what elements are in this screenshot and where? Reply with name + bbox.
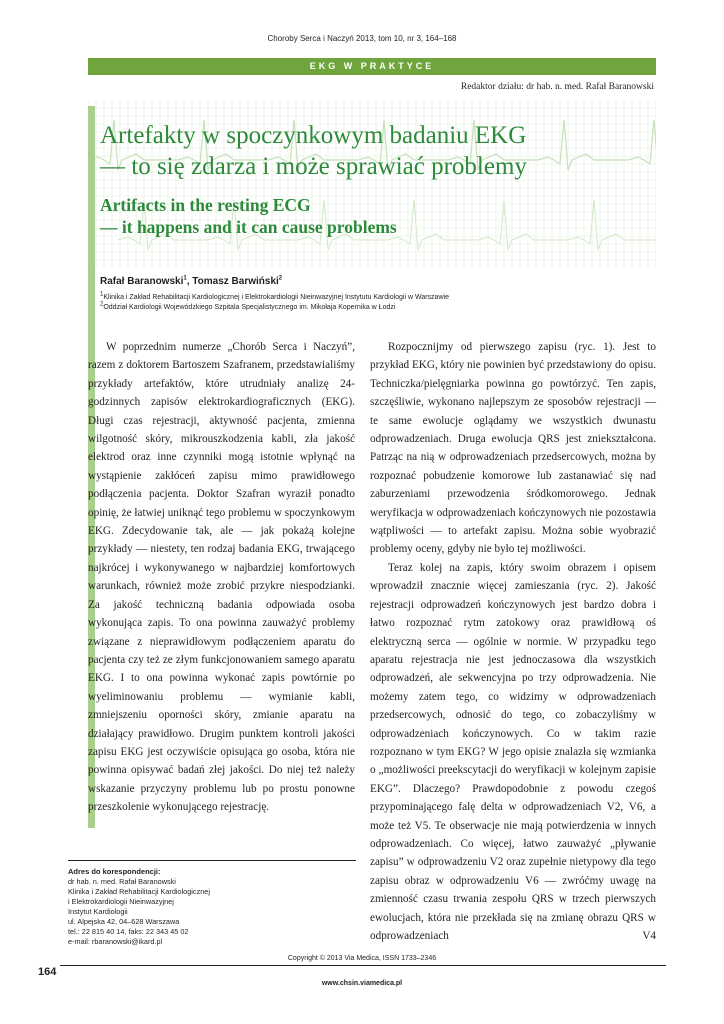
title-en-line-2: — it happens and it can cause problems <box>100 217 397 237</box>
correspondence-line: dr hab. n. med. Rafał Baranowski <box>68 877 176 886</box>
section-title: EKG W PRAKTYCE <box>309 61 435 71</box>
correspondence-line: i Elektrokardiologii Nieinwazyjnej <box>68 897 174 906</box>
footer-divider <box>60 965 666 966</box>
article-title-polish <box>100 120 660 182</box>
correspondence-line: Instytut Kardiologii <box>68 907 128 916</box>
affiliation-2 <box>100 303 449 313</box>
author-1: Rafał Baranowski <box>100 276 184 287</box>
copyright: Copyright © 2013 Via Medica, ISSN 1733–2346 <box>287 955 437 962</box>
author-separator: , <box>186 276 193 287</box>
left-paragraph: W poprzednim numerze „Chorób Serca i Naczyń”, razem z doktorem Bartoszem Szafranem, przedstawialiśmy przykłady artefaktów, które utrudniały analizę 24-godzinnych zapisów elektrokardiograficznych (EKG). Długi czas rejestracji, aktywność pacjenta, zmienna wilgotność skóry, mikrouszkodzenia kabli, zła jakość elektrod oraz inne czynniki mogą istotnie wpłynąć na wystąpienie zakłóceń zapisu mimo prawidłowego podłączenia pacjenta. Doktor Szafran wyraził ponadto opinię, że łatwiej uniknąć tego problemu w spoczynkowym EKG. Zdecydowanie tak, ale — jak pokażą kolejne przykłady — niestety, ten rodzaj badania EKG, trwającego najkrócej i wykonywanego w najbardziej komfortowych warunkach, również może zrobić przykre niespodzianki. Za jakość techniczną badania odpowiada osoba wykonująca zapis. To ona powinna zauważyć problemy związane z nieprawidłowym podłączeniem aparatu do pacjenta czy też ze złym funkcjonowaniem samego aparatu EKG. I to ona powinna wykonać zapis powtórnie po wyeliminowaniu problemu — wymianie kabli, zmniejszeniu oporności skóry, zmianie aparatu na działający prawidłowo. Drugim punktem kontroli jakości zapisu EKG jest oczywiście opisująca go osoba, która nie powinna opisywać badań złej jakości. Do niej też należy wskazanie przyczyny problemu lub po prostu ponowne przeszkolenie wykonującego rejestrację. <box>88 341 355 814</box>
correspondence-box <box>68 860 356 947</box>
section-band <box>88 58 656 75</box>
title-en-line-1: Artifacts in the resting ECG <box>100 195 311 215</box>
author-2-affiliation: 2 <box>278 275 283 282</box>
body-column-left <box>88 338 355 817</box>
title-pl-line-1: Artefakty w spoczynkowym badaniu EKG <box>100 122 527 149</box>
author-2: Tomasz Barwiński <box>192 276 279 287</box>
page-number: 164 <box>38 966 57 978</box>
affiliations <box>100 293 449 313</box>
author-1-affiliation: 1 <box>183 275 187 282</box>
correspondence-line: Klinika i Zakład Rehabilitacji Kardiologicznej <box>68 887 210 896</box>
editor-note: Redaktor działu: dr hab. n. med. Rafał Baranowski <box>460 82 654 92</box>
correspondence-line: ul. Alpejska 42, 04–628 Warszawa <box>68 917 180 926</box>
right-paragraph-2: Teraz kolej na zapis, który swoim obrazem i opisem wprowadził znacznie więcej zamieszania (ryc. 2). Jakość rejestracji odprowadzeń kończynowych jest bardzo dobra i łatwo rozpoznać rytm zatokowy oraz prawidłową oś elektryczną serca — ogólnie w normie. W przypadku tego aparatu rejestracja nie jest jednoczasowa dla wszystkich odprowadzeń, ale sekwencyjna po trzy odprowadzenia. Nie możemy zatem tego, co widzimy w odprowadzeniach przedsercowych, odnosić do tego, co zobaczyliśmy w odprowadzeniach kończynowych. Co w takim razie rozpoznano w tym EKG? W jego opisie znalazła się wzmianka o „możliwości preekscytacji do weryfikacji w kolejnym zapisie EKG”. Dlaczego? Prawdopodobnie z powodu czegoś przypominającego falę delta w odprowadzeniach V2, V6, a może też V5. Te obserwacje nie mają potwierdzenia w innych odprowadzeniach. Co więcej, łatwo zauważyć „pływanie zapisu” w odprowadzeniu V2 oraz zupełnie nietypowy dla tego zapisu obraz w odprowadzeniu V6 — zwróćmy uwagę na zmienność czasu trwania zespołu QRS w trzech pierwszych ewolucjach, która nie przekłada się na zmianę obrazu QRS w odprowadzeniach V4 <box>370 561 656 942</box>
correspondence-email[interactable]: e-mail: rbaranowski@ikard.pl <box>68 937 163 946</box>
affiliation-2-text: Oddział Kardiologii Wojewódzkiego Szpitala Specjalistycznego im. Mikołaja Kopernika w Łodzi <box>103 304 396 311</box>
article-title-english <box>100 194 660 238</box>
affiliation-1-number: 1 <box>100 291 104 298</box>
affiliation-2-number: 2 <box>100 301 104 308</box>
affiliation-1 <box>100 293 449 303</box>
affiliation-1-text: Klinika i Zakład Rehabilitacji Kardiologicznej i Elektrokardiologii Nieinwazyjnej Instytutu Kardiologii w Warszawie <box>103 294 449 301</box>
journal-header: Choroby Serca i Naczyń 2013, tom 10, nr 3, 164–168 <box>267 34 457 43</box>
right-paragraph-1: Rozpocznijmy od pierwszego zapisu (ryc. 1). Jest to przykład EKG, który nie powinien być przedstawiony do opisu. Techniczka/pielęgniarka powinna go powtórzyć. Ten zapis, szczęśliwie, wykonano najlepszym ze sposobów rejestracji —te same ewolucje oglądamy we wszystkich dwunastu odprowadzeniach. Druga ewolucja QRS jest zniekształcona. Patrząc na nią w odprowadzeniach przedsercowych, można by rozpoznać pobudzenie komorowe lub zastanawiać się nad zaburzeniami przewodzenia śródkomorowego. Jednak weryfikacja w odprowadzeniach kończynowych nie pozostawia wątpliwości — to artefakt zapisu. Można sobie wyobrazić problemy oceny, gdyby nie było tej możliwości. <box>370 341 656 556</box>
title-pl-line-2: — to się zdarza i może sprawiać problemy <box>100 153 527 180</box>
body-column-right <box>370 338 656 945</box>
correspondence-title: Adres do korespondencji: <box>68 867 161 876</box>
website-link[interactable]: www.chsin.viamedica.pl <box>321 980 403 987</box>
correspondence-line: tel.: 22 815 40 14, faks: 22 343 45 02 <box>68 927 189 936</box>
authors-line <box>100 276 282 287</box>
